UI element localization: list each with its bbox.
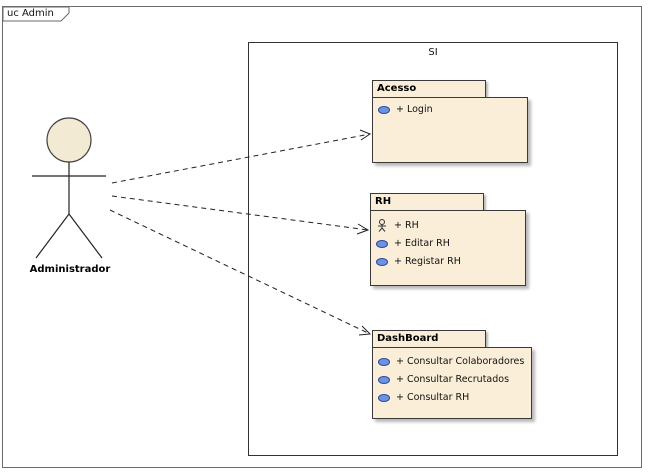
system-title: SI	[428, 47, 438, 58]
use-case-icon	[378, 106, 390, 114]
package-dashboard-tab: DashBoard	[372, 330, 486, 348]
member-label: + Editar RH	[394, 238, 450, 249]
member-rh[interactable]	[376, 219, 419, 232]
package-acesso-body	[372, 97, 528, 163]
frame-title: uc Admin	[7, 8, 54, 19]
member-registar-rh[interactable]	[376, 256, 461, 267]
actor-icon	[376, 219, 388, 232]
member-label: + Consultar Recrutados	[396, 374, 510, 385]
package-rh-tab: RH	[370, 193, 484, 211]
member-consultar-recrutados[interactable]	[378, 374, 509, 385]
member-label: + Registar RH	[394, 256, 461, 267]
member-consultar-rh[interactable]	[378, 392, 469, 403]
use-case-icon	[378, 394, 390, 402]
member-label: + RH	[394, 220, 419, 231]
member-editar-rh[interactable]	[376, 238, 450, 249]
member-label: + Login	[396, 104, 433, 115]
use-case-icon	[378, 376, 390, 384]
actor-label: Administrador	[29, 264, 111, 275]
package-dashboard-body	[372, 347, 532, 419]
use-case-icon	[376, 240, 388, 248]
member-label: + Consultar RH	[396, 392, 470, 403]
member-label: + Consultar Colaboradores	[396, 356, 525, 367]
use-case-icon	[376, 258, 388, 266]
member-login[interactable]	[378, 104, 433, 115]
member-consultar-colaboradores[interactable]	[378, 356, 524, 367]
package-acesso-tab: Acesso	[372, 80, 486, 98]
use-case-icon	[378, 358, 390, 366]
package-rh-body	[370, 210, 526, 286]
